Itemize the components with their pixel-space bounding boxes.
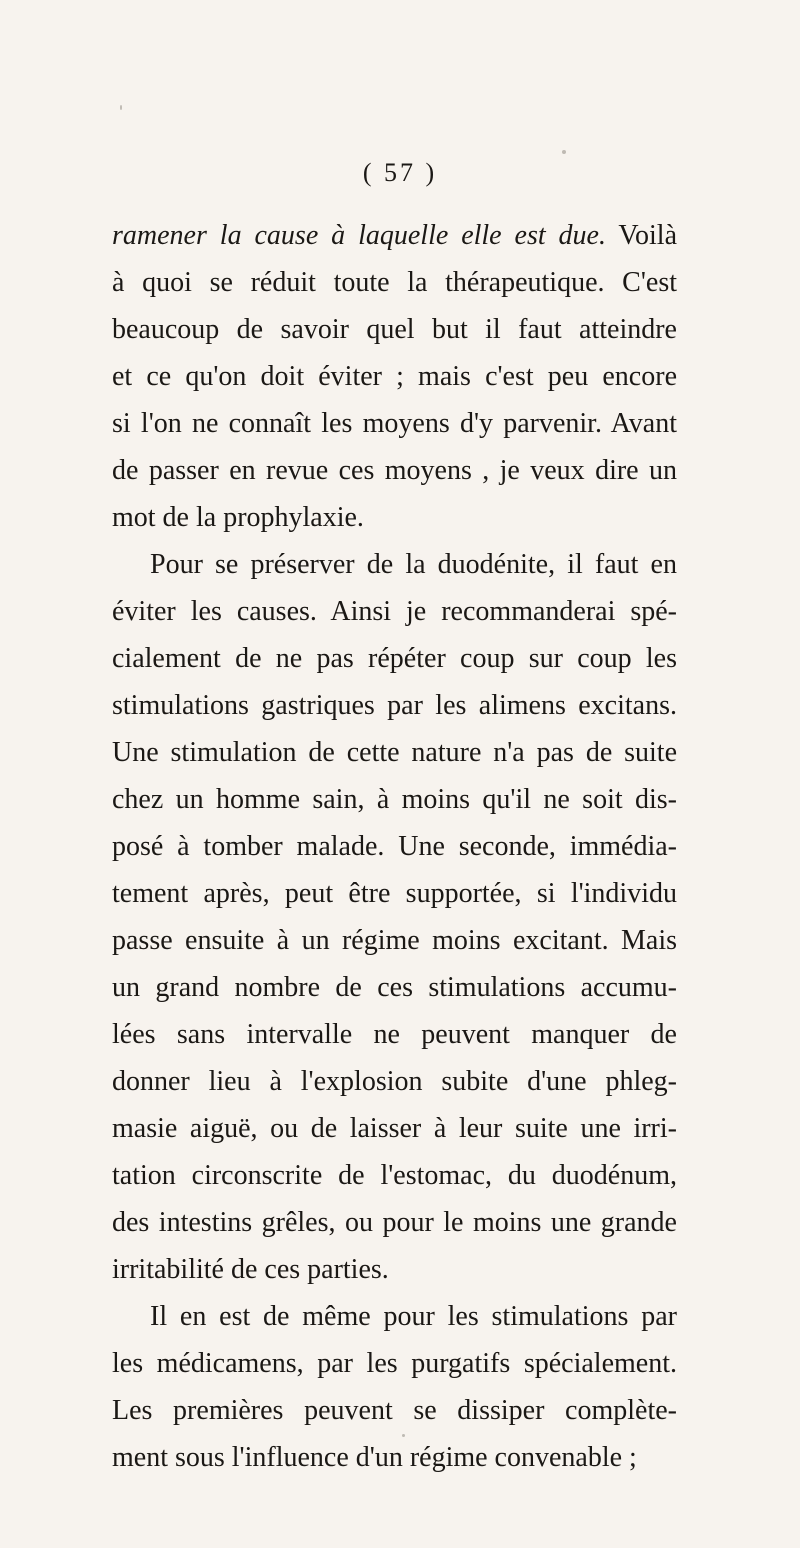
text-line — [112, 823, 677, 870]
text-line — [112, 1293, 677, 1340]
text-line — [112, 870, 677, 917]
line-text: donner lieu à l'explosion subite d'une phleg- — [112, 1066, 677, 1097]
paper-speck — [402, 1434, 405, 1437]
line-text: chez un homme sain, à moins qu'il ne soit dis- — [112, 784, 677, 815]
line-text: cialement de ne pas répéter coup sur coup les — [112, 643, 677, 674]
text-line — [112, 776, 677, 823]
line-text: masie aiguë, ou de laisser à leur suite une irri- — [112, 1113, 677, 1144]
text-line — [112, 353, 677, 400]
text-line — [112, 729, 677, 776]
line-text: stimulations gastriques par les alimens excitans. — [112, 690, 677, 721]
line-text: Voilà — [605, 220, 677, 251]
line-text: à quoi se réduit toute la thérapeutique. C'est — [112, 267, 677, 298]
text-line — [112, 306, 677, 353]
line-text: Les premières peuvent se dissiper complète- — [112, 1395, 677, 1426]
page-number: ( 57 ) — [362, 158, 438, 187]
line-text: passe ensuite à un régime moins excitant. Mais — [112, 925, 677, 956]
line-text: posé à tomber malade. Une seconde, immédia- — [112, 831, 677, 862]
line-text: Pour se préserver de la duodénite, il faut en — [150, 549, 677, 580]
text-line — [112, 635, 677, 682]
text-line — [112, 212, 677, 259]
italic-text: ramener la cause à laquelle elle est due. — [112, 220, 606, 251]
text-line — [112, 1387, 677, 1434]
text-line — [112, 1434, 677, 1481]
text-line — [112, 259, 677, 306]
paper-speck — [120, 105, 122, 110]
text-line — [112, 1058, 677, 1105]
line-text: de passer en revue ces moyens , je veux dire un — [112, 455, 677, 486]
line-text: et ce qu'on doit éviter ; mais c'est peu encore — [112, 361, 677, 392]
text-line — [112, 1011, 677, 1058]
paper-speck — [562, 150, 566, 154]
text-line — [112, 964, 677, 1011]
line-text: irritabilité de ces parties. — [112, 1254, 389, 1285]
text-line — [112, 917, 677, 964]
text-line — [112, 541, 677, 588]
text-line — [112, 1105, 677, 1152]
line-text: Il en est de même pour les stimulations par — [150, 1301, 677, 1332]
line-text: tement après, peut être supportée, si l'individu — [112, 878, 677, 909]
paragraph — [112, 212, 677, 541]
line-text: beaucoup de savoir quel but il faut atteindre — [112, 314, 677, 345]
text-line — [112, 494, 677, 541]
line-text: mot de la prophylaxie. — [112, 502, 364, 533]
line-text: les médicamens, par les purgatifs spécialement. — [112, 1348, 677, 1379]
text-line — [112, 1152, 677, 1199]
line-text: éviter les causes. Ainsi je recommanderai spé- — [112, 596, 677, 627]
body-text — [112, 212, 677, 1481]
text-line — [112, 1246, 677, 1293]
text-line — [112, 447, 677, 494]
paragraph — [112, 1293, 677, 1481]
line-text: un grand nombre de ces stimulations accumu- — [112, 972, 677, 1003]
paragraph — [112, 541, 677, 1293]
text-line — [112, 1199, 677, 1246]
line-text: si l'on ne connaît les moyens d'y parvenir. Avant — [112, 408, 677, 439]
line-text: tation circonscrite de l'estomac, du duodénum, — [112, 1160, 677, 1191]
line-text: des intestins grêles, ou pour le moins une grande — [112, 1207, 677, 1238]
line-text: ment sous l'influence d'un régime convenable ; — [112, 1442, 637, 1473]
text-line — [112, 588, 677, 635]
text-line — [112, 400, 677, 447]
line-text: Une stimulation de cette nature n'a pas de suite — [112, 737, 677, 768]
text-line — [112, 1340, 677, 1387]
text-line — [112, 682, 677, 729]
line-text: lées sans intervalle ne peuvent manquer de — [112, 1019, 677, 1050]
